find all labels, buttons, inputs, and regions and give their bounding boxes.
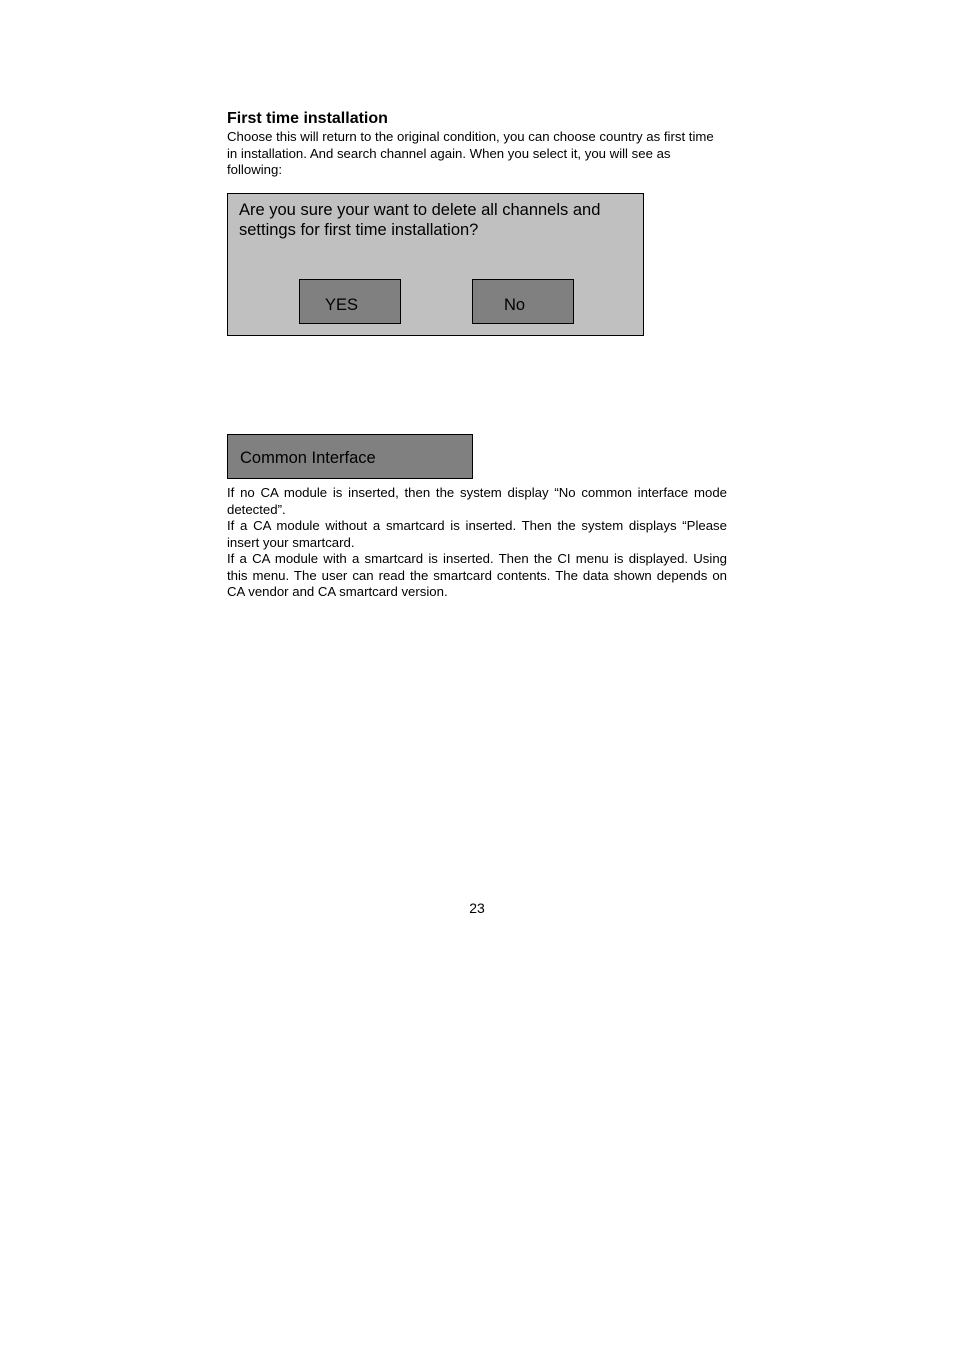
common-interface-menu-item[interactable]: Common Interface <box>227 434 473 479</box>
intro-paragraph: Choose this will return to the original condition, you can choose country as first time in installation. And search channel again. When you select it, you will see as following: <box>227 129 714 177</box>
dialog-message: Are you sure your want to delete all channels and settings for first time installation? <box>239 201 601 239</box>
ci-paragraph-no-smartcard: If a CA module without a smartcard is inserted. Then the system displays “Please insert your smartcard. <box>227 518 727 550</box>
no-button[interactable]: No <box>472 279 574 324</box>
common-interface-description <box>227 485 727 601</box>
page-number: 23 <box>469 900 485 916</box>
ci-paragraph-with-smartcard: If a CA module with a smartcard is inserted. Then the CI menu is displayed. Using this menu. The user can read the smartcard contents. The data shown depends on CA vendor and CA smartcard version. <box>227 551 727 599</box>
section-title: First time installation <box>227 110 388 127</box>
ci-paragraph-no-module: If no CA module is inserted, then the system display “No common interface mode detected”. <box>227 485 727 517</box>
yes-button[interactable]: YES <box>299 279 401 324</box>
delete-confirm-dialog <box>227 193 644 336</box>
